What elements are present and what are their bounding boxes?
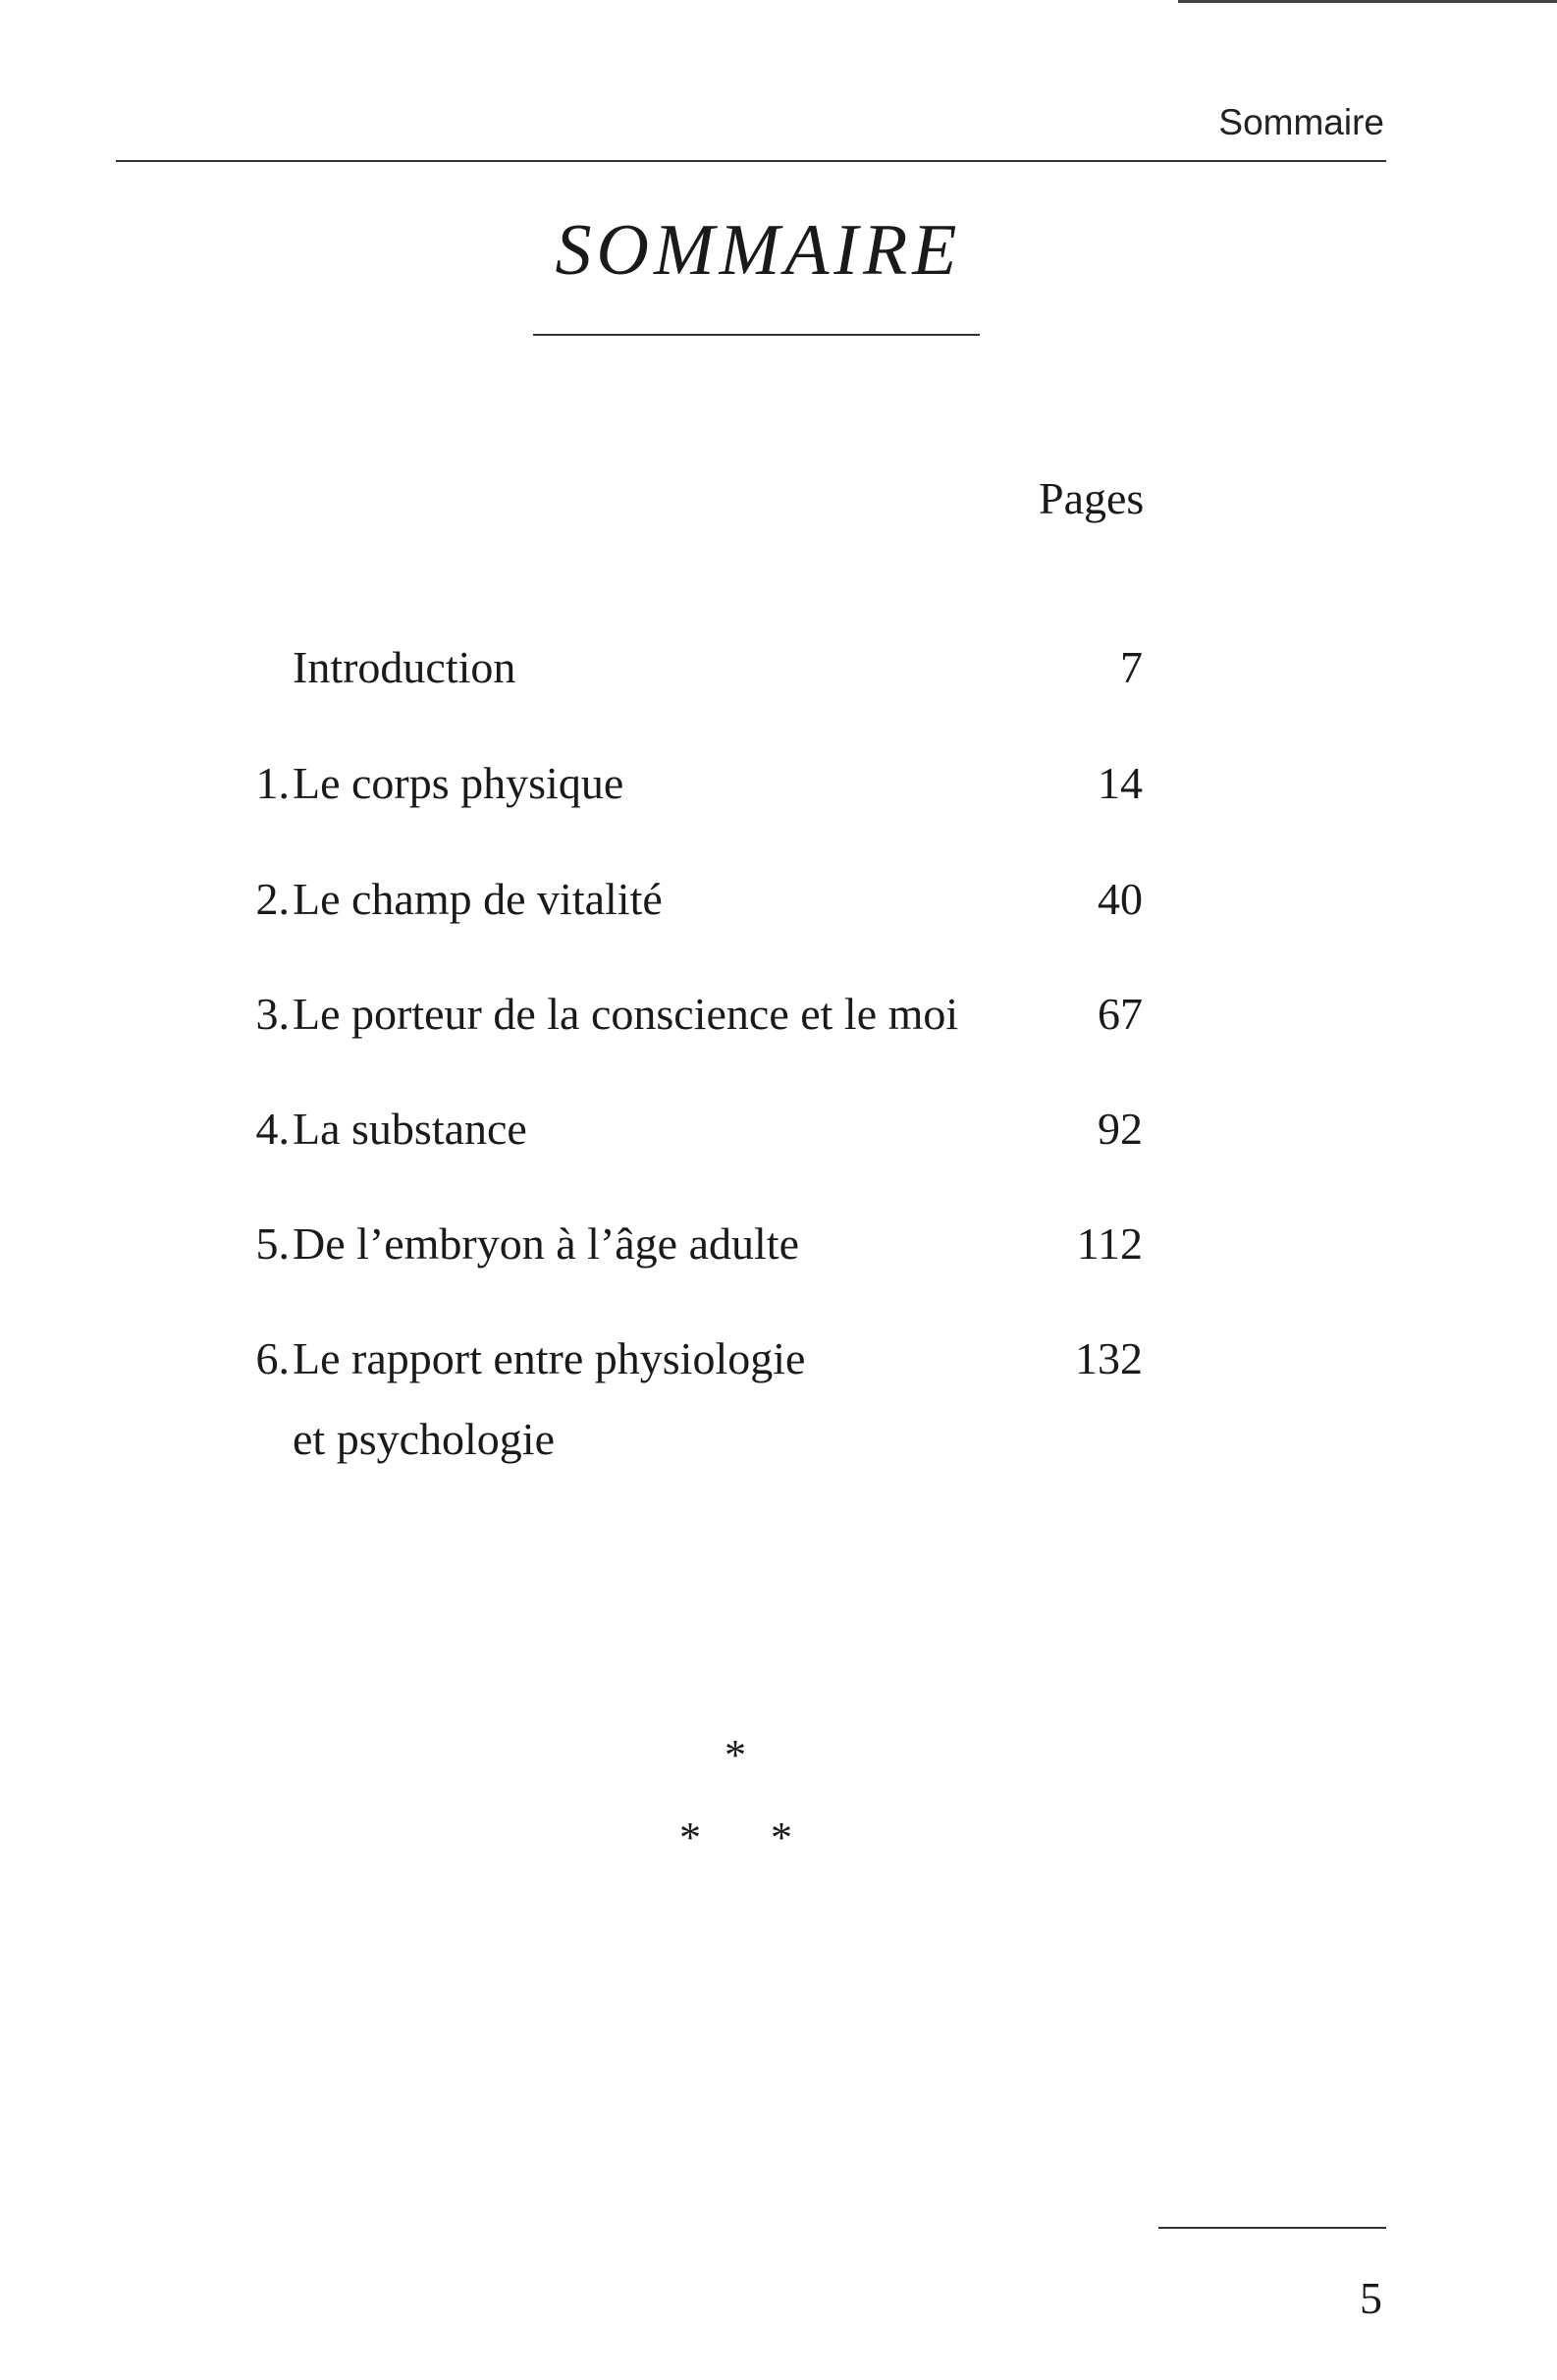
toc-entry-page: 132: [1075, 1333, 1143, 1383]
toc-entry-page: 92: [1098, 1104, 1143, 1154]
toc-entry-number: 3.: [255, 989, 290, 1039]
toc-entry-number: 6.: [255, 1333, 290, 1383]
toc-entry-number: 5.: [255, 1218, 290, 1269]
toc-entry-label: Introduction: [293, 642, 516, 692]
toc-entry-6: [0, 1333, 1557, 1464]
toc-entry-1: [0, 758, 1557, 820]
page-title: SOMMAIRE: [555, 210, 962, 291]
title-underline: [533, 334, 980, 336]
toc-entry-page: 40: [1098, 874, 1143, 924]
toc-entry-2: [0, 874, 1557, 936]
pages-column-label: Pages: [1039, 473, 1145, 523]
asterism-top-star: *: [725, 1731, 746, 1779]
toc-entry-label: La substance: [293, 1104, 527, 1154]
toc-entry-introduction: [0, 642, 1557, 704]
header-rule: [116, 160, 1386, 162]
asterism-right-star: *: [771, 1813, 792, 1862]
toc-entry-number: 4.: [255, 1104, 290, 1154]
footer-rule: [1158, 2227, 1386, 2229]
toc-entry-number: 2.: [255, 874, 290, 924]
toc-entry-page: 14: [1098, 758, 1143, 808]
toc-entry-page: 67: [1098, 989, 1143, 1039]
toc-entry-3: [0, 989, 1557, 1051]
toc-entry-label: Le champ de vitalité: [293, 874, 663, 924]
toc-entry-label: De l’embryon à l’âge adulte: [293, 1218, 799, 1269]
page-number: 5: [1360, 2273, 1382, 2323]
scan-edge-mark: [1178, 0, 1557, 3]
running-head: Sommaire: [1218, 102, 1384, 142]
toc-entry-page: 112: [1076, 1218, 1143, 1269]
toc-entry-5: [0, 1218, 1557, 1280]
toc-entry-label-continuation: et psychologie: [293, 1414, 555, 1464]
toc-entry-page: 7: [1120, 642, 1143, 692]
toc-entry-4: [0, 1104, 1557, 1165]
toc-entry-label: Le porteur de la conscience et le moi: [293, 989, 959, 1039]
toc-entry-number: 1.: [255, 758, 290, 808]
toc-entry-label: Le corps physique: [293, 758, 624, 808]
toc-entry-label: Le rapport entre physiologie: [293, 1333, 806, 1383]
asterism-left-star: *: [679, 1813, 701, 1862]
